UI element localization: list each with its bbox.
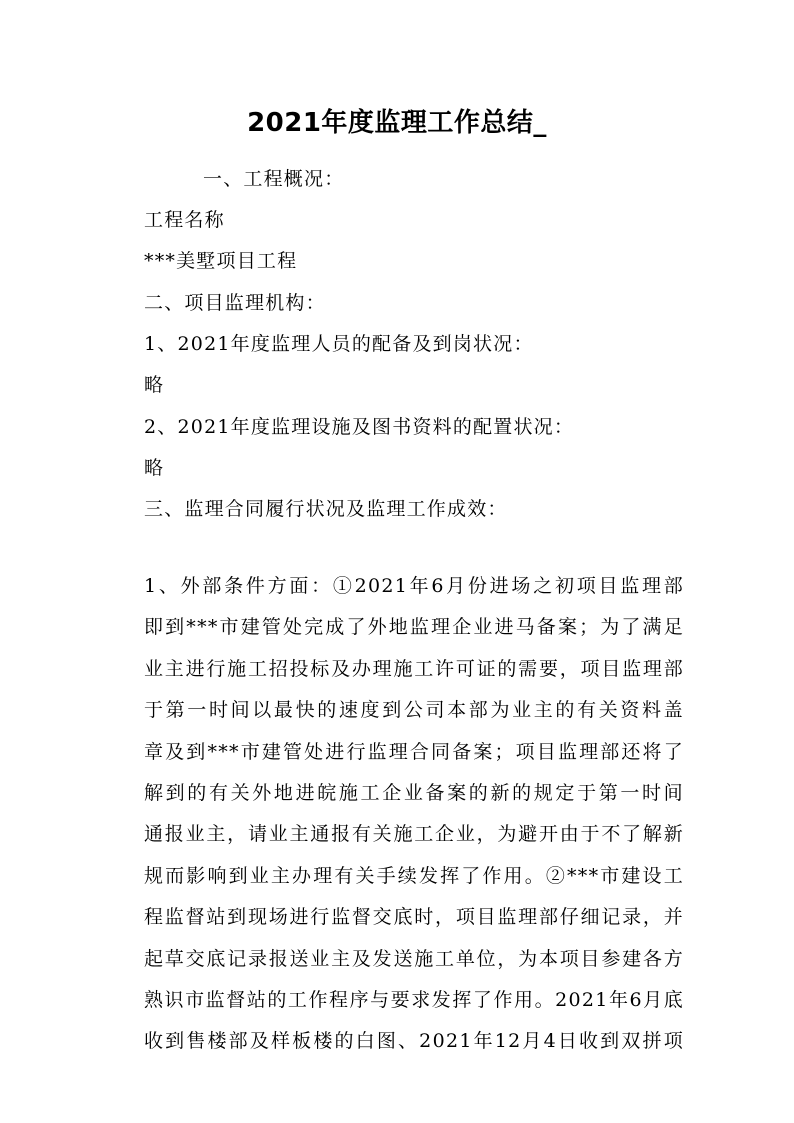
body-paragraph: [144, 566, 684, 1063]
paragraph-line: 收到售楼部及样板楼的白图、2021年12月4日收到双拼项: [144, 1030, 684, 1053]
section-heading-overview: 一、工程概况：: [203, 168, 345, 190]
paragraph-line: 熟识市监督站的工作程序与要求发挥了作用。2021年6月底: [144, 988, 684, 1011]
paragraph-line: 于第一时间以最快的速度到公司本部为业主的有关资料盖: [144, 699, 684, 722]
section-heading-contract: 三、监理合同履行状况及监理工作成效：: [144, 498, 508, 520]
text-line: 2、2021年度监理设施及图书资料的配置状况：: [144, 416, 575, 438]
text-line: 1、2021年度监理人员的配备及到岗状况：: [144, 333, 534, 355]
paragraph-line: 程监督站到现场进行监督交底时，项目监理部仔细记录，并: [144, 906, 684, 929]
paragraph-line: 解到的有关外地进皖施工企业备案的新的规定于第一时间: [144, 781, 684, 804]
paragraph-line: 即到***市建管处完成了外地监理企业进马备案；为了满足: [144, 616, 684, 639]
text-line: 工程名称: [144, 209, 225, 231]
text-line: ***美墅项目工程: [144, 250, 298, 272]
text-line: 略: [144, 457, 165, 479]
paragraph-line: 规而影响到业主办理有关手续发挥了作用。②***市建设工: [144, 864, 684, 887]
paragraph-line: 章及到***市建管处进行监理合同备案；项目监理部还将了: [144, 740, 684, 763]
document-title: 2021年度监理工作总结_: [247, 108, 547, 138]
paragraph-line: 业主进行施工招投标及办理施工许可证的需要，项目监理部: [144, 657, 684, 680]
section-heading-organization: 二、项目监理机构：: [144, 292, 326, 314]
paragraph-line: 1、外部条件方面：①2021年6月份进场之初项目监理部: [144, 575, 684, 597]
text-line: 略: [144, 374, 165, 396]
paragraph-line: 起草交底记录报送业主及发送施工单位，为本项目参建各方: [144, 947, 684, 970]
paragraph-line: 通报业主，请业主通报有关施工企业，为避开由于不了解新: [144, 823, 684, 846]
